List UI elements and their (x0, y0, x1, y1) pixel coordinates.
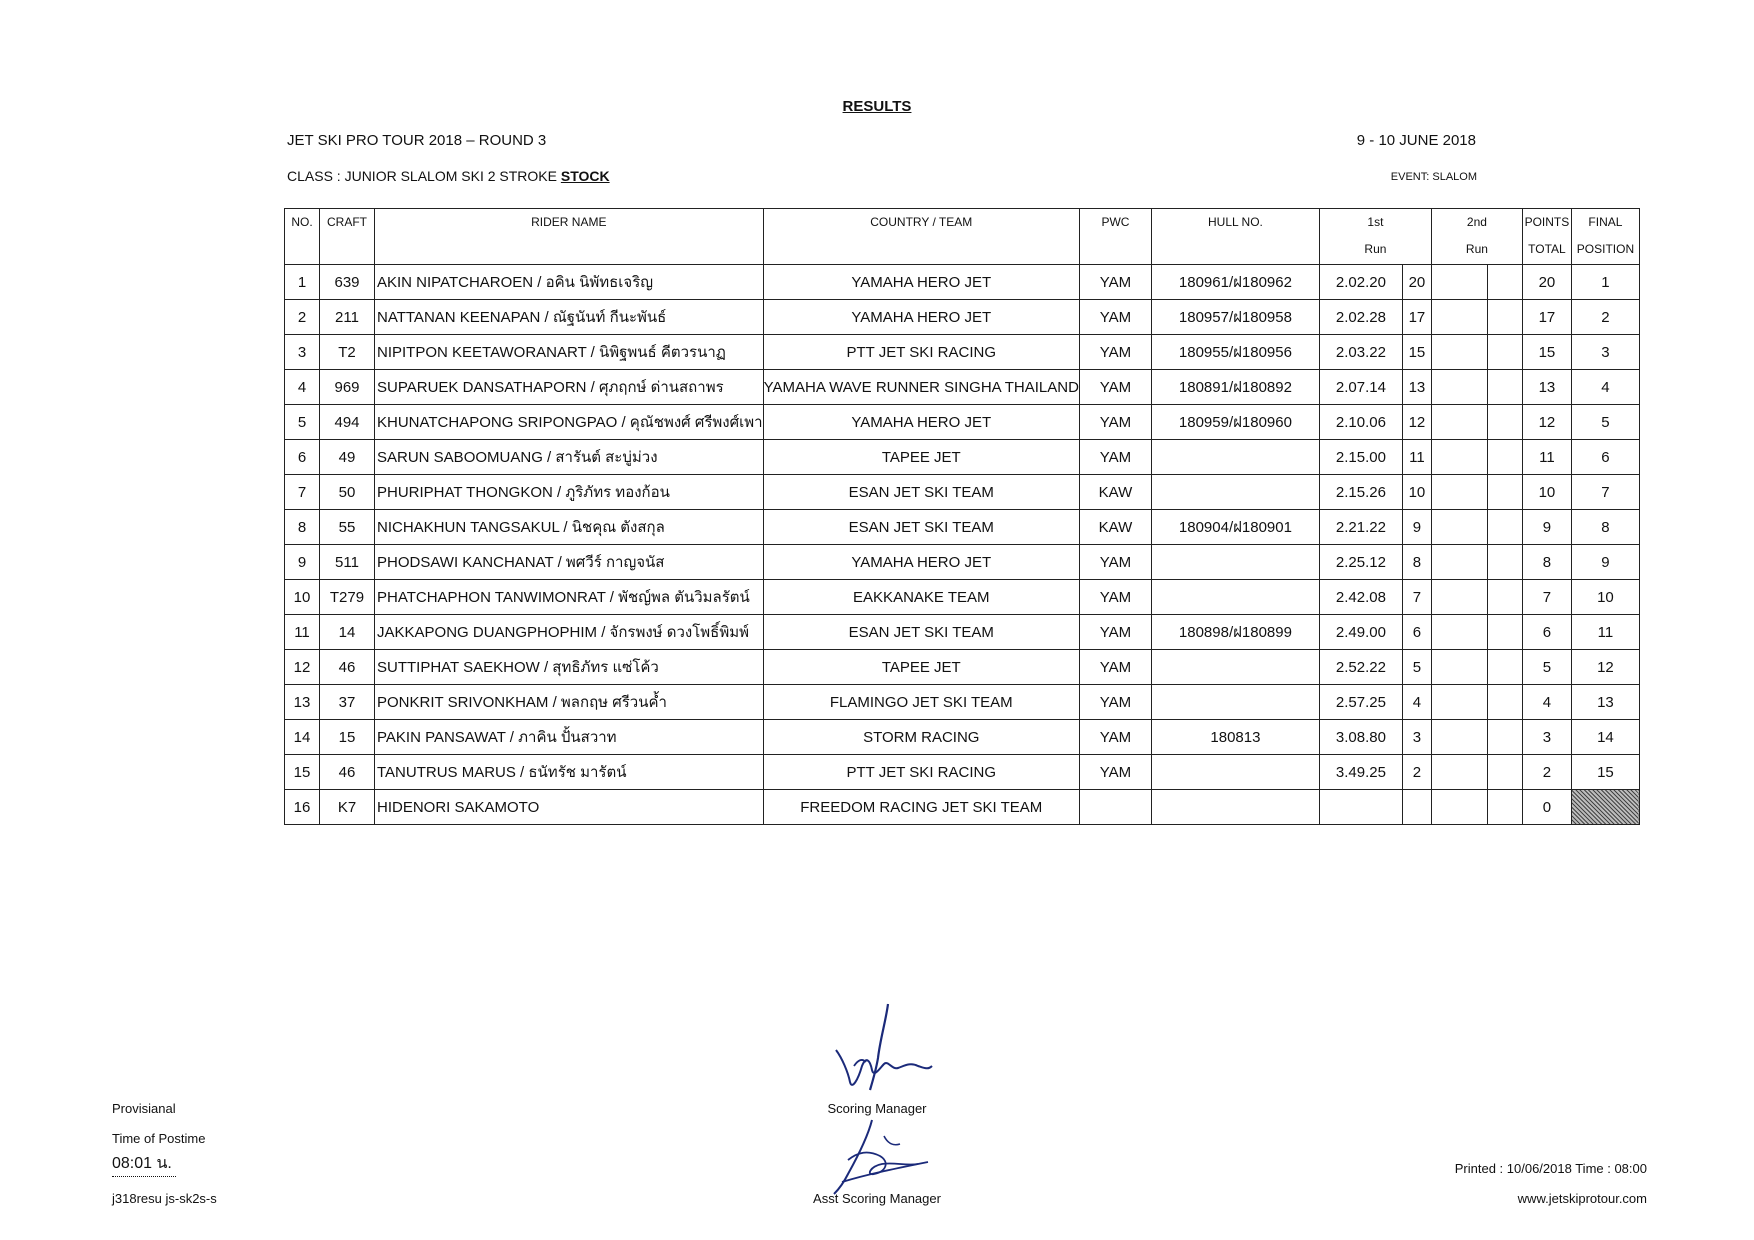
cell-run2-time (1431, 545, 1487, 580)
cell-hull (1151, 580, 1319, 615)
file-code: j318resu js-sk2s-s (112, 1191, 217, 1206)
cell-run1-points: 2 (1402, 755, 1431, 790)
cell-position: 1 (1571, 265, 1639, 300)
cell-run1-time (1319, 790, 1402, 825)
cell-pwc: YAM (1079, 615, 1151, 650)
header-team: COUNTRY / TEAM (763, 209, 1079, 265)
cell-craft: K7 (320, 790, 375, 825)
event-type: EVENT: SLALOM (1390, 171, 1477, 183)
postime-label: Time of Postime (112, 1131, 206, 1146)
cell-pwc: YAM (1079, 405, 1151, 440)
header-run2: 2nd Run (1431, 209, 1522, 265)
cell-team: ESAN JET SKI TEAM (763, 615, 1079, 650)
cell-hull: 180955/ฝ180956 (1151, 335, 1319, 370)
cell-run1-points: 15 (1402, 335, 1431, 370)
header-hull: HULL NO. (1151, 209, 1319, 265)
event-date: 9 - 10 JUNE 2018 (1356, 132, 1476, 149)
cell-run2-points (1487, 405, 1522, 440)
cell-run1-points: 8 (1402, 545, 1431, 580)
cell-run2-points (1487, 370, 1522, 405)
cell-pwc: YAM (1079, 720, 1151, 755)
cell-hull (1151, 755, 1319, 790)
table-row (285, 755, 1640, 790)
cell-craft: 37 (320, 685, 375, 720)
cell-rider: PHURIPHAT THONGKON / ภูริภัทร ทองก้อน (375, 475, 764, 510)
cell-run1-points: 20 (1402, 265, 1431, 300)
cell-run1-time: 2.25.12 (1319, 545, 1402, 580)
cell-rider: NICHAKHUN TANGSAKUL / นิชคุณ ตังสกุล (375, 510, 764, 545)
table-row (285, 685, 1640, 720)
cell-run1-points: 6 (1402, 615, 1431, 650)
cell-run1-time: 3.49.25 (1319, 755, 1402, 790)
cell-craft: T279 (320, 580, 375, 615)
cell-position: 14 (1571, 720, 1639, 755)
header-pwc: PWC (1079, 209, 1151, 265)
postime-value: 08:01 น. (112, 1151, 176, 1177)
cell-run1-time: 2.49.00 (1319, 615, 1402, 650)
cell-craft: 494 (320, 405, 375, 440)
cell-pwc: YAM (1079, 580, 1151, 615)
cell-hull (1151, 685, 1319, 720)
cell-hull (1151, 440, 1319, 475)
cell-run2-points (1487, 545, 1522, 580)
header-run1: 1st Run (1319, 209, 1431, 265)
cell-hull: 180959/ฝ180960 (1151, 405, 1319, 440)
table-row (285, 335, 1640, 370)
cell-run2-points (1487, 440, 1522, 475)
table-row (285, 405, 1640, 440)
cell-rider: SUPARUEK DANSATHAPORN / ศุภฤกษ์ ด่านสถาพร (375, 370, 764, 405)
table-row (285, 545, 1640, 580)
cell-run2-points (1487, 650, 1522, 685)
cell-pwc: KAW (1079, 510, 1151, 545)
cell-run1-points: 7 (1402, 580, 1431, 615)
cell-craft: 49 (320, 440, 375, 475)
cell-run2-points (1487, 580, 1522, 615)
table-row (285, 720, 1640, 755)
printed-timestamp: Printed : 10/06/2018 Time : 08:00 (1454, 1161, 1647, 1176)
cell-run2-points (1487, 300, 1522, 335)
cell-no: 12 (285, 650, 320, 685)
table-row (285, 510, 1640, 545)
cell-total: 8 (1522, 545, 1571, 580)
cell-rider: NIPITPON KEETAWORANART / นิพิฐพนธ์ คีตวรนาฏ (375, 335, 764, 370)
cell-run2-time (1431, 615, 1487, 650)
cell-run1-time: 2.52.22 (1319, 650, 1402, 685)
cell-run2-time (1431, 720, 1487, 755)
cell-position: 13 (1571, 685, 1639, 720)
cell-total: 17 (1522, 300, 1571, 335)
cell-no: 16 (285, 790, 320, 825)
cell-craft: 46 (320, 755, 375, 790)
cell-run2-time (1431, 475, 1487, 510)
cell-run1-time: 2.07.14 (1319, 370, 1402, 405)
cell-run1-points: 4 (1402, 685, 1431, 720)
cell-total: 6 (1522, 615, 1571, 650)
cell-run1-time: 2.02.28 (1319, 300, 1402, 335)
cell-run2-time (1431, 440, 1487, 475)
cell-no: 14 (285, 720, 320, 755)
cell-total: 7 (1522, 580, 1571, 615)
cell-position: 12 (1571, 650, 1639, 685)
cell-total: 0 (1522, 790, 1571, 825)
cell-team: ESAN JET SKI TEAM (763, 510, 1079, 545)
cell-team: ESAN JET SKI TEAM (763, 475, 1079, 510)
cell-run2-points (1487, 615, 1522, 650)
cell-position: 8 (1571, 510, 1639, 545)
cell-team: PTT JET SKI RACING (763, 335, 1079, 370)
cell-team: YAMAHA HERO JET (763, 265, 1079, 300)
cell-rider: PHATCHAPHON TANWIMONRAT / พัชญ์พล ตันวิมลรัตน์ (375, 580, 764, 615)
cell-total: 11 (1522, 440, 1571, 475)
header-rider: RIDER NAME (375, 209, 764, 265)
cell-no: 8 (285, 510, 320, 545)
cell-total: 10 (1522, 475, 1571, 510)
cell-pwc: YAM (1079, 685, 1151, 720)
cell-pwc: YAM (1079, 335, 1151, 370)
cell-run1-time: 2.03.22 (1319, 335, 1402, 370)
cell-rider: AKIN NIPATCHAROEN / อคิน นิพัทธเจริญ (375, 265, 764, 300)
cell-team: YAMAHA HERO JET (763, 405, 1079, 440)
cell-position: 10 (1571, 580, 1639, 615)
cell-run1-time: 2.57.25 (1319, 685, 1402, 720)
cell-run2-time (1431, 405, 1487, 440)
table-row (285, 790, 1640, 825)
cell-run2-time (1431, 580, 1487, 615)
cell-hull: 180891/ฝ180892 (1151, 370, 1319, 405)
event-name: JET SKI PRO TOUR 2018 – ROUND 3 (287, 132, 547, 149)
cell-team: EAKKANAKE TEAM (763, 580, 1079, 615)
cell-total: 13 (1522, 370, 1571, 405)
cell-position (1571, 790, 1639, 825)
cell-total: 9 (1522, 510, 1571, 545)
cell-position: 11 (1571, 615, 1639, 650)
table-row (285, 265, 1640, 300)
table-row (285, 580, 1640, 615)
class-label: CLASS : JUNIOR SLALOM SKI 2 STROKE (287, 168, 561, 184)
cell-team: TAPEE JET (763, 650, 1079, 685)
cell-total: 2 (1522, 755, 1571, 790)
asst-scoring-manager-signature (828, 1116, 938, 1196)
cell-craft: T2 (320, 335, 375, 370)
cell-hull: 180813 (1151, 720, 1319, 755)
cell-total: 5 (1522, 650, 1571, 685)
cell-team: STORM RACING (763, 720, 1079, 755)
cell-position: 9 (1571, 545, 1639, 580)
cell-team: PTT JET SKI RACING (763, 755, 1079, 790)
header-craft: CRAFT (320, 209, 375, 265)
cell-run2-time (1431, 335, 1487, 370)
table-header-row (285, 209, 1640, 265)
cell-run2-time (1431, 370, 1487, 405)
cell-no: 11 (285, 615, 320, 650)
cell-no: 3 (285, 335, 320, 370)
cell-pwc: YAM (1079, 650, 1151, 685)
provisional-label: Provisianal (112, 1101, 176, 1116)
table-row (285, 615, 1640, 650)
cell-total: 3 (1522, 720, 1571, 755)
cell-run2-points (1487, 265, 1522, 300)
table-row (285, 650, 1640, 685)
cell-pwc: YAM (1079, 755, 1151, 790)
cell-craft: 15 (320, 720, 375, 755)
cell-rider: HIDENORI SAKAMOTO (375, 790, 764, 825)
cell-rider: PONKRIT SRIVONKHAM / พลกฤษ ศรีวนค้ำ (375, 685, 764, 720)
header-final: FINAL POSITION (1571, 209, 1639, 265)
cell-craft: 969 (320, 370, 375, 405)
cell-no: 13 (285, 685, 320, 720)
cell-position: 15 (1571, 755, 1639, 790)
cell-run1-points: 10 (1402, 475, 1431, 510)
cell-run2-time (1431, 755, 1487, 790)
cell-position: 6 (1571, 440, 1639, 475)
scoring-manager-signature (828, 1000, 938, 1100)
cell-run2-points (1487, 475, 1522, 510)
website-link[interactable]: www.jetskiprotour.com (1517, 1191, 1647, 1206)
page-title: RESULTS (842, 98, 912, 115)
cell-hull: 180904/ฝ180901 (1151, 510, 1319, 545)
cell-craft: 211 (320, 300, 375, 335)
cell-hull (1151, 650, 1319, 685)
cell-run1-points: 12 (1402, 405, 1431, 440)
cell-total: 12 (1522, 405, 1571, 440)
cell-pwc (1079, 790, 1151, 825)
cell-craft: 14 (320, 615, 375, 650)
cell-run2-time (1431, 685, 1487, 720)
cell-no: 7 (285, 475, 320, 510)
cell-run2-points (1487, 790, 1522, 825)
cell-no: 4 (285, 370, 320, 405)
header-points: POINTS TOTAL (1522, 209, 1571, 265)
table-row (285, 440, 1640, 475)
scoring-manager-label: Scoring Manager (827, 1101, 927, 1116)
cell-team: FLAMINGO JET SKI TEAM (763, 685, 1079, 720)
cell-craft: 639 (320, 265, 375, 300)
table-row (285, 300, 1640, 335)
cell-pwc: YAM (1079, 265, 1151, 300)
cell-run2-time (1431, 650, 1487, 685)
cell-no: 2 (285, 300, 320, 335)
cell-craft: 50 (320, 475, 375, 510)
cell-position: 4 (1571, 370, 1639, 405)
cell-no: 5 (285, 405, 320, 440)
class-stock: STOCK (560, 168, 610, 184)
cell-run1-points: 9 (1402, 510, 1431, 545)
cell-team: TAPEE JET (763, 440, 1079, 475)
cell-run1-time: 2.42.08 (1319, 580, 1402, 615)
table-row (285, 370, 1640, 405)
cell-rider: PHODSAWI KANCHANAT / พศวีร์ กาญจนัส (375, 545, 764, 580)
cell-run2-points (1487, 720, 1522, 755)
cell-no: 6 (285, 440, 320, 475)
cell-run1-points: 5 (1402, 650, 1431, 685)
cell-run1-time: 3.08.80 (1319, 720, 1402, 755)
cell-pwc: KAW (1079, 475, 1151, 510)
results-table (284, 208, 1640, 825)
cell-rider: NATTANAN KEENAPAN / ณัฐนันท์ กีนะพันธ์ (375, 300, 764, 335)
cell-rider: JAKKAPONG DUANGPHOPHIM / จักรพงษ์ ดวงโพธิ์พิมพ์ (375, 615, 764, 650)
cell-no: 9 (285, 545, 320, 580)
cell-position: 3 (1571, 335, 1639, 370)
cell-run1-points (1402, 790, 1431, 825)
cell-run2-time (1431, 300, 1487, 335)
class-line (287, 168, 610, 184)
cell-run1-time: 2.21.22 (1319, 510, 1402, 545)
cell-total: 20 (1522, 265, 1571, 300)
cell-craft: 511 (320, 545, 375, 580)
cell-hull: 180961/ฝ180962 (1151, 265, 1319, 300)
cell-team: YAMAHA WAVE RUNNER SINGHA THAILAND (763, 370, 1079, 405)
cell-run1-points: 13 (1402, 370, 1431, 405)
cell-rider: SARUN SABOOMUANG / สารันต์ สะบู่ม่วง (375, 440, 764, 475)
header-no: NO. (285, 209, 320, 265)
cell-craft: 55 (320, 510, 375, 545)
cell-team: YAMAHA HERO JET (763, 300, 1079, 335)
cell-rider: SUTTIPHAT SAEKHOW / สุทธิภัทร แซ่โค้ว (375, 650, 764, 685)
cell-run2-time (1431, 265, 1487, 300)
cell-pwc: YAM (1079, 545, 1151, 580)
cell-run1-points: 17 (1402, 300, 1431, 335)
cell-hull (1151, 545, 1319, 580)
cell-rider: KHUNATCHAPONG SRIPONGPAO / คุณัชพงศ์ ศรีพงศ์เพา (375, 405, 764, 440)
cell-craft: 46 (320, 650, 375, 685)
cell-run2-time (1431, 790, 1487, 825)
cell-pwc: YAM (1079, 440, 1151, 475)
cell-hull (1151, 475, 1319, 510)
cell-no: 15 (285, 755, 320, 790)
cell-run1-points: 3 (1402, 720, 1431, 755)
cell-total: 15 (1522, 335, 1571, 370)
cell-run2-points (1487, 685, 1522, 720)
cell-rider: PAKIN PANSAWAT / ภาคิน ปั้นสวาท (375, 720, 764, 755)
cell-team: YAMAHA HERO JET (763, 545, 1079, 580)
cell-position: 7 (1571, 475, 1639, 510)
table-row (285, 475, 1640, 510)
cell-pwc: YAM (1079, 300, 1151, 335)
asst-scoring-manager-label: Asst Scoring Manager (813, 1191, 941, 1206)
cell-run2-time (1431, 510, 1487, 545)
cell-run1-time: 2.02.20 (1319, 265, 1402, 300)
cell-run1-time: 2.15.00 (1319, 440, 1402, 475)
cell-run1-points: 11 (1402, 440, 1431, 475)
cell-run1-time: 2.15.26 (1319, 475, 1402, 510)
cell-team: FREEDOM RACING JET SKI TEAM (763, 790, 1079, 825)
cell-position: 5 (1571, 405, 1639, 440)
cell-run1-time: 2.10.06 (1319, 405, 1402, 440)
cell-pwc: YAM (1079, 370, 1151, 405)
cell-run2-points (1487, 335, 1522, 370)
cell-position: 2 (1571, 300, 1639, 335)
cell-hull (1151, 790, 1319, 825)
cell-hull: 180957/ฝ180958 (1151, 300, 1319, 335)
cell-total: 4 (1522, 685, 1571, 720)
cell-run2-points (1487, 510, 1522, 545)
cell-no: 1 (285, 265, 320, 300)
cell-run2-points (1487, 755, 1522, 790)
cell-hull: 180898/ฝ180899 (1151, 615, 1319, 650)
cell-rider: TANUTRUS MARUS / ธนัทรัช มารัตน์ (375, 755, 764, 790)
cell-no: 10 (285, 580, 320, 615)
